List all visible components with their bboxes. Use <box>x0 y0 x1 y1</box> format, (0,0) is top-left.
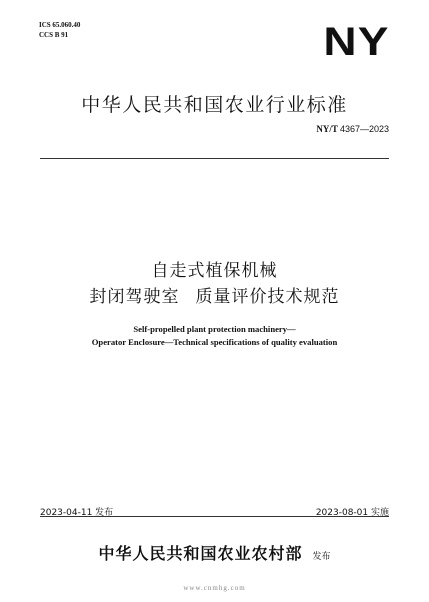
english-title-line1: Self-propelled plant protection machinery— <box>133 324 296 334</box>
chinese-title-line2 <box>0 282 429 307</box>
chinese-title-line2-part2: 质量评价技术规范 <box>195 287 340 307</box>
ccs-code: CCS B 91 <box>39 31 69 39</box>
ics-code: ICS 65.060.40 <box>39 21 81 29</box>
bottom-divider <box>40 516 389 517</box>
top-divider <box>40 158 389 159</box>
issuing-action: 发布 <box>312 552 331 562</box>
chinese-title-line2-part1: 封闭驾驶室 <box>89 287 180 307</box>
issue-date: 2023-04-11 发布 <box>40 508 114 518</box>
issuing-authority-name: 中华人民共和国农业农村部 <box>98 544 303 563</box>
standard-number-code: 4367—2023 <box>339 124 389 134</box>
website-watermark: www.cnmhg.com <box>183 584 246 592</box>
issuing-authority <box>0 541 429 564</box>
classification-codes <box>39 20 80 40</box>
ny-logo: NY <box>323 20 390 64</box>
chinese-title-line1: 自走式植保机械 <box>151 261 278 281</box>
english-title-line2: Operator Enclosure—Technical specifications of quality evaluation <box>91 337 338 347</box>
standard-category-title: 中华人民共和国农业行业标准 <box>81 94 348 116</box>
standard-number-prefix: NY/T <box>316 124 340 134</box>
implementation-date: 2023-08-01 实施 <box>315 508 389 518</box>
standard-number <box>316 124 389 134</box>
